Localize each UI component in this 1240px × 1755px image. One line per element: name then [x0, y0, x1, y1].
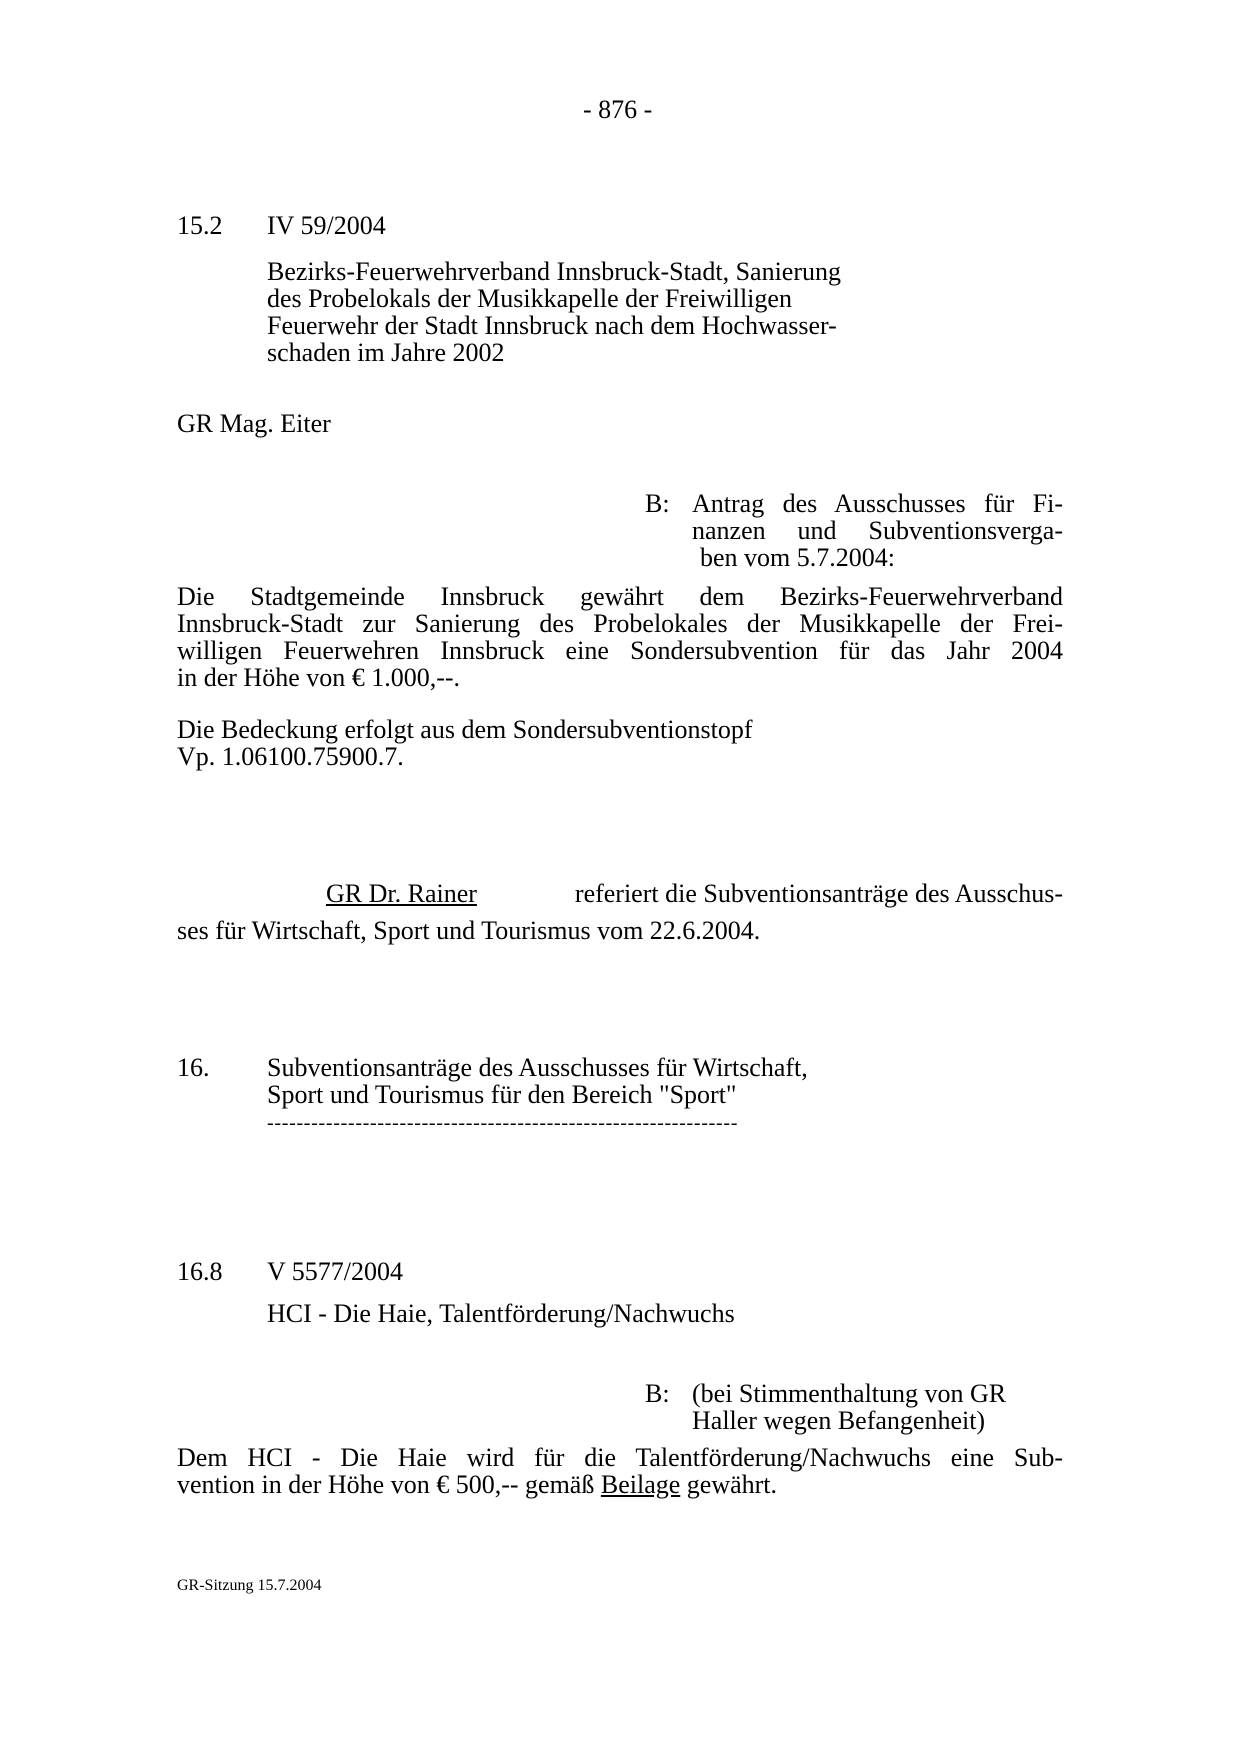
decision-label: B: [645, 489, 670, 518]
footer-session-date: GR-Sitzung 15.7.2004 [177, 1577, 322, 1594]
decision-text [692, 1380, 1006, 1434]
decision-line: ben vom 5.7.2004: [700, 543, 895, 572]
speaker-name: GR Mag. Eiter [177, 409, 331, 438]
decision-body [177, 583, 1063, 691]
item-reference: IV 59/2004 [267, 211, 386, 240]
item-title-line: Subventionsanträge des Ausschusses für Wirtschaft, [267, 1053, 808, 1082]
item-title [267, 258, 841, 366]
body-line [177, 1471, 1063, 1498]
coverage-line: Die Bedeckung erfolgt aus dem Sondersubventionstopf [177, 715, 753, 744]
item-title-line: schaden im Jahre 2002 [267, 338, 505, 367]
decision-body [177, 1444, 1063, 1498]
attachment-link: Beilage [600, 1470, 681, 1499]
body-line: Die Stadtgemeinde Innsbruck gewährt dem Bezirks-Feuerwehrverband [177, 582, 1063, 611]
item-number: 16.8 [177, 1257, 223, 1286]
body-text: vention in der Höhe von € 500,-- gemäß [177, 1470, 601, 1499]
body-line: Innsbruck-Stadt zur Sanierung des Probelokales der Musikkapelle der Frei- [177, 609, 1063, 638]
item-title-line: des Probelokals der Musikkapelle der Freiwilligen [267, 284, 792, 313]
coverage-text [177, 716, 753, 770]
referral-line-2: ses für Wirtschaft, Sport und Tourismus vom 22.6.2004. [177, 916, 761, 945]
separator-line: ---------------------------------------------------------------- [267, 1112, 739, 1134]
item-title [267, 1054, 808, 1108]
page-number: - 876 - [583, 95, 653, 124]
decision-text [692, 490, 1063, 571]
body-line: in der Höhe von € 1.000,--. [177, 663, 461, 692]
decision-line: (bei Stimmenthaltung von GR [692, 1379, 1007, 1408]
item-reference: V 5577/2004 [267, 1257, 404, 1286]
item-number: 16. [177, 1053, 210, 1082]
referral-line-1 [326, 880, 1063, 907]
body-text: gewährt. [680, 1470, 778, 1499]
item-title-line: Bezirks-Feuerwehrverband Innsbruck-Stadt, Sanierung [267, 257, 841, 286]
item-title-line: Feuerwehr der Stadt Innsbruck nach dem Hochwasser- [267, 311, 837, 340]
body-line: willigen Feuerwehren Innsbruck eine Sondersubvention für das Jahr 2004 [177, 636, 1063, 665]
decision-line: Haller wegen Befangenheit) [692, 1406, 986, 1435]
coverage-line: Vp. 1.06100.75900.7. [177, 742, 404, 771]
referral-text: referiert die Subventionsanträge des Ausschus- [568, 879, 1063, 908]
referral-speaker: GR Dr. Rainer [326, 879, 477, 908]
item-title: HCI - Die Haie, Talentförderung/Nachwuchs [267, 1299, 735, 1328]
decision-label: B: [645, 1379, 670, 1408]
item-title-line: Sport und Tourismus für den Bereich "Sport" [267, 1080, 737, 1109]
item-number: 15.2 [177, 211, 223, 240]
decision-line: nanzen und Subventionsverga- [692, 516, 1063, 545]
body-line: Dem HCI - Die Haie wird für die Talentförderung/Nachwuchs eine Sub- [177, 1443, 1063, 1472]
decision-line: Antrag des Ausschusses für Fi- [692, 489, 1063, 518]
